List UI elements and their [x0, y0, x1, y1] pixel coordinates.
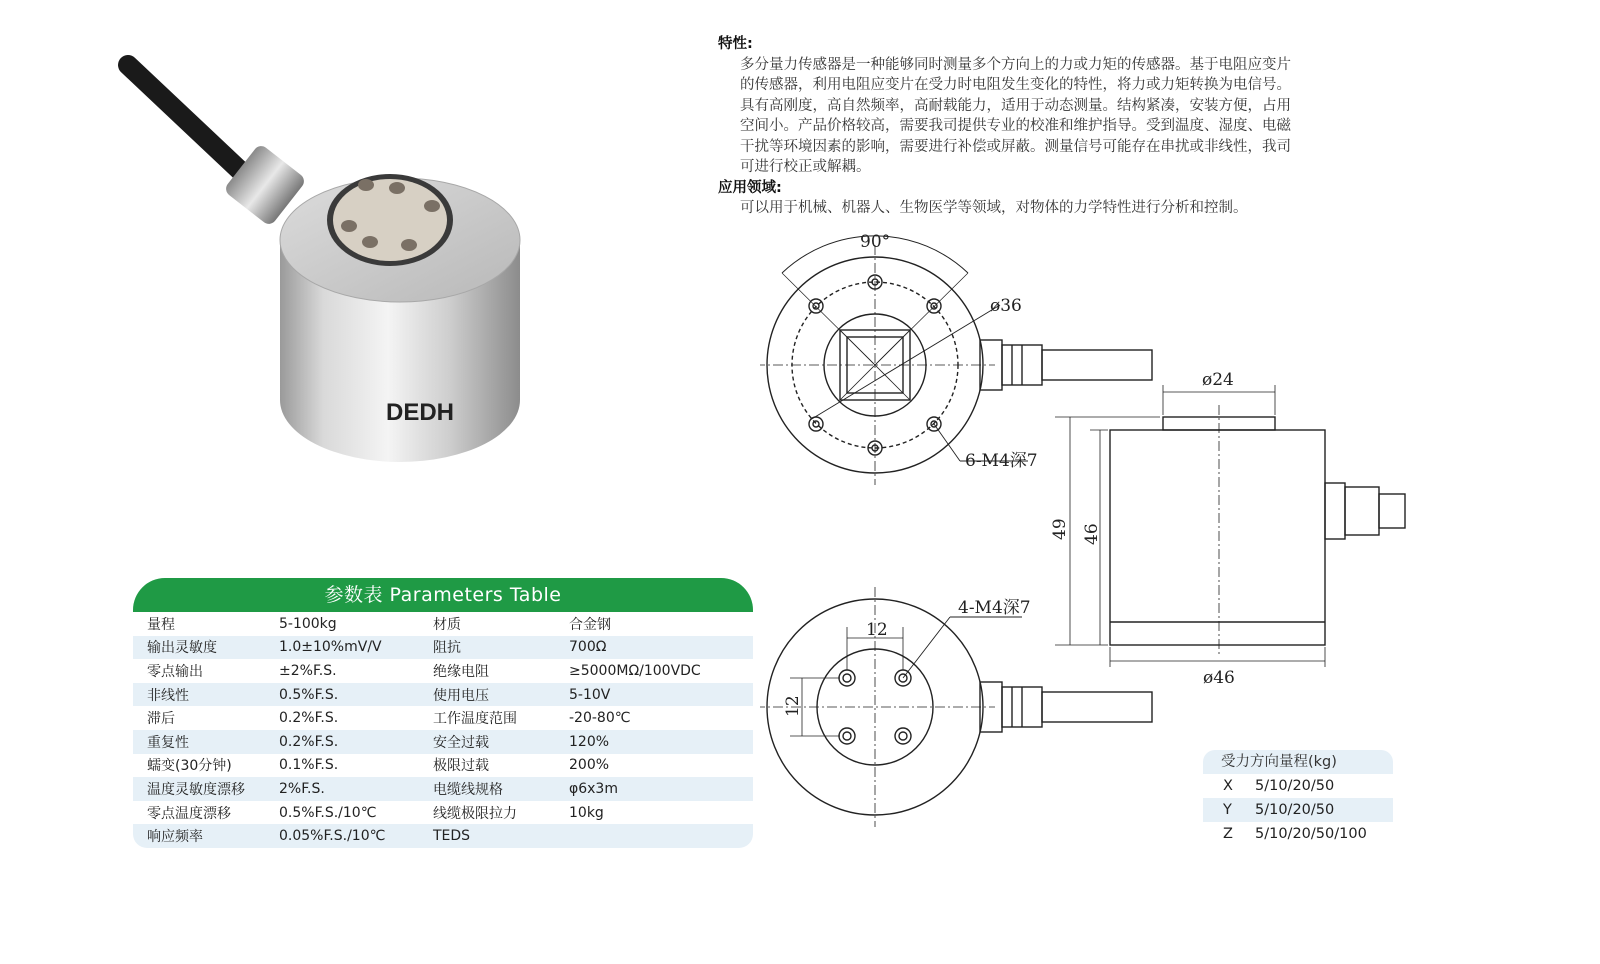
param-value: 5-100kg: [265, 612, 419, 636]
table-row: [133, 824, 753, 848]
features-heading: 特性:: [718, 36, 753, 52]
param-value: 120%: [555, 730, 753, 754]
param-value: -20-80℃: [555, 706, 753, 730]
param-label: 蠕变(30分钟): [133, 754, 265, 778]
force-range-table: [1203, 750, 1393, 846]
param-label: 非线性: [133, 683, 265, 707]
features-line: 空间小。产品价格较高，需要我司提供专业的校准和维护指导。受到温度、湿度、电磁: [740, 118, 1291, 134]
param-value: 700Ω: [555, 636, 753, 660]
param-value: 0.5%F.S./10℃: [265, 801, 419, 825]
param-value: 200%: [555, 754, 753, 778]
parameters-table: [133, 578, 753, 848]
top-view: [760, 232, 1152, 485]
param-label: 响应频率: [133, 824, 265, 848]
table-row: [1203, 798, 1393, 822]
param-label: 滞后: [133, 706, 265, 730]
param-label: 输出灵敏度: [133, 636, 265, 660]
bottom-view: [760, 587, 1152, 827]
top-holes-label: 6-M4深7: [965, 451, 1038, 471]
param-label: 零点输出: [133, 659, 265, 683]
axis-range: 5/10/20/50: [1255, 778, 1335, 794]
param-label: 工作温度范围: [419, 706, 555, 730]
param-label: 极限过载: [419, 754, 555, 778]
bottom-holes-label: 4-M4深7: [958, 598, 1031, 618]
diameter-36-label: ø36: [990, 296, 1022, 316]
table-row: [133, 754, 753, 778]
features-text: [718, 55, 1358, 178]
param-value: 合金钢: [555, 612, 753, 636]
table-row: [133, 612, 753, 636]
param-label: 使用电压: [419, 683, 555, 707]
table-row: [1203, 822, 1393, 846]
axis-label: Z: [1223, 826, 1233, 842]
side-view: [1050, 370, 1405, 688]
application-text: 可以用于机械、机器人、生物医学等领域，对物体的力学特性进行分析和控制。: [740, 200, 1248, 216]
param-label: 安全过载: [419, 730, 555, 754]
table-row: [133, 730, 753, 754]
param-label: 电缆线规格: [419, 777, 555, 801]
param-label: 量程: [133, 612, 265, 636]
param-label: 材质: [419, 612, 555, 636]
param-label: TEDS: [419, 824, 555, 848]
force-range-rows: [1203, 774, 1393, 846]
param-value: [555, 824, 753, 848]
parameters-table-title: 参数表 Parameters Table: [133, 578, 753, 612]
param-label: 温度灵敏度漂移: [133, 777, 265, 801]
axis-label: Y: [1223, 802, 1232, 818]
axis-range: 5/10/20/50: [1255, 802, 1335, 818]
diameter-24-label: ø24: [1202, 370, 1234, 390]
parameters-table-body: [133, 612, 753, 848]
table-row: [133, 659, 753, 683]
param-label: 线缆极限拉力: [419, 801, 555, 825]
param-value: 2%F.S.: [265, 777, 419, 801]
application-heading: 应用领域:: [718, 179, 782, 196]
param-value: φ6x3m: [555, 777, 753, 801]
height-46-label: 46: [1082, 523, 1102, 545]
param-value: ±2%F.S.: [265, 659, 419, 683]
product-photo: [110, 40, 550, 480]
param-value: 0.05%F.S./10℃: [265, 824, 419, 848]
param-label: 阻抗: [419, 636, 555, 660]
table-row: [133, 706, 753, 730]
table-row: [1203, 774, 1393, 798]
features-line: 多分量力传感器是一种能够同时测量多个方向上的力或力矩的传感器。基于电阻应变片: [740, 56, 1291, 73]
param-label: 绝缘电阻: [419, 659, 555, 683]
param-label: 重复性: [133, 730, 265, 754]
force-range-title: 受力方向量程(kg): [1203, 750, 1393, 774]
product-description: [718, 34, 1358, 219]
param-value: 5-10V: [555, 683, 753, 707]
features-line: 具有高刚度，高自然频率，高耐载能力，适用于动态测量。结构紧凑，安装方便，占用: [740, 97, 1291, 114]
axis-range: 5/10/20/50/100: [1255, 826, 1367, 842]
table-row: [133, 683, 753, 707]
cable: [128, 65, 250, 180]
features-line: 的传感器，利用电阻应变片在受力时电阻发生变化的特性，将力或力矩转换为电信号。: [740, 77, 1291, 93]
table-row: [133, 777, 753, 801]
height-49-label: 49: [1050, 518, 1070, 540]
table-row: [133, 801, 753, 825]
table-row: [133, 636, 753, 660]
param-value: 0.1%F.S.: [265, 754, 419, 778]
features-line: 干扰等环境因素的影响，需要进行补偿或屏蔽。测量信号可能存在串扰或非线性，我司: [740, 138, 1291, 155]
param-value: 1.0±10%mV/V: [265, 636, 419, 660]
diameter-46-label: ø46: [1203, 668, 1235, 688]
features-line: 可进行校正或解耦。: [740, 159, 871, 175]
param-label: 零点温度漂移: [133, 801, 265, 825]
brand-logo: DEDH: [386, 399, 455, 426]
dim-12-horizontal: 12: [866, 620, 888, 640]
param-value: 0.5%F.S.: [265, 683, 419, 707]
axis-label: X: [1223, 778, 1233, 794]
param-value: 0.2%F.S.: [265, 706, 419, 730]
angle-label: 90°: [860, 232, 891, 252]
dim-12-vertical: 12: [783, 695, 803, 717]
param-value: ≥5000MΩ/100VDC: [555, 659, 753, 683]
param-value: 0.2%F.S.: [265, 730, 419, 754]
param-value: 10kg: [555, 801, 753, 825]
